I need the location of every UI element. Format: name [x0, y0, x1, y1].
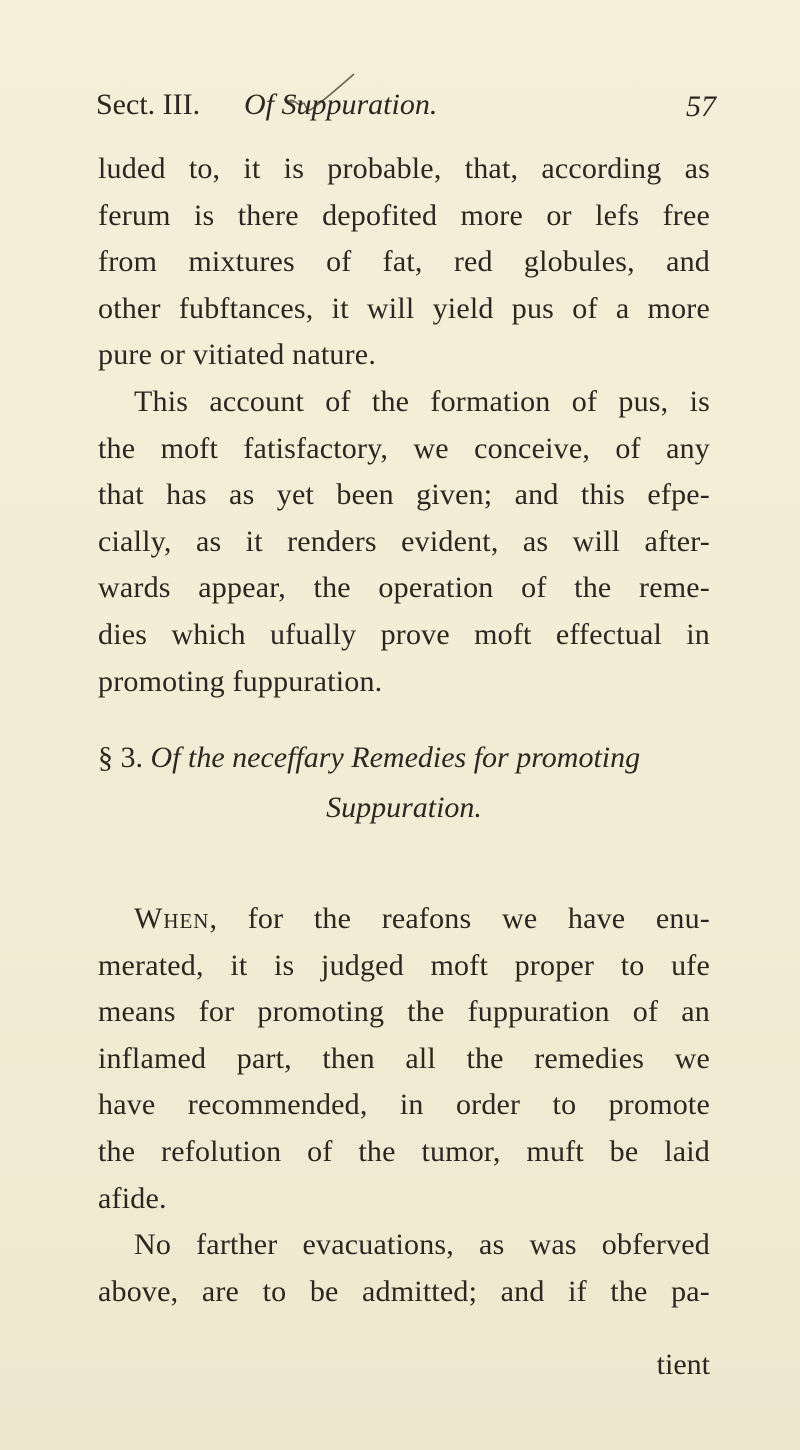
text-line: the refolution of the tumor, muft be laid	[98, 1134, 710, 1168]
text-line: No farther evacuations, as was obferved	[134, 1228, 710, 1261]
text-line: cially, as it renders evident, as will after-	[98, 524, 710, 558]
text-line: This account of the formation of pus, is	[134, 385, 710, 418]
text-line	[98, 896, 710, 943]
text-line: from mixtures of fat, red globules, and	[98, 245, 710, 279]
text-line: have recommended, in order to promote	[98, 1088, 710, 1122]
text-line: the moft fatisfactory, we conceive, of any	[98, 431, 710, 465]
catchword: tient	[656, 1348, 710, 1381]
running-title: Of Suppuration.	[244, 88, 438, 121]
section-heading	[98, 733, 710, 833]
text-line: means for promoting the fuppuration of an	[98, 995, 710, 1029]
text-line: that has as yet been given; and this efpe-	[98, 478, 710, 512]
text-line: other fubftances, it will yield pus of a more	[98, 291, 710, 325]
section-number: § 3.	[98, 741, 143, 774]
text-line: pure or vitiated nature.	[98, 338, 377, 372]
paragraph-3	[98, 896, 710, 1222]
text-line: afide.	[98, 1181, 167, 1215]
drop-word: When	[134, 902, 210, 935]
heading-line-1: Of the neceffary Remedies for promoting	[150, 741, 641, 774]
paragraph-2	[98, 379, 710, 705]
paragraph-4	[98, 1222, 710, 1315]
text-line: merated, it is judged moft proper to ufe	[98, 948, 710, 982]
heading-line-2: Suppuration.	[326, 791, 482, 824]
first-line-rest: , for the reafons we have enu-	[209, 902, 710, 935]
text-line: wards appear, the operation of the reme-	[98, 571, 710, 605]
running-header	[96, 88, 716, 138]
text-line: dies which ufually prove moft effectual in	[98, 617, 710, 651]
section-label: Sect. III.	[96, 88, 201, 121]
text-line: ferum is there depofited more or lefs free	[98, 198, 710, 232]
page-number: 57	[686, 90, 716, 123]
paragraph-1	[98, 146, 710, 379]
text-line: inflamed part, then all the remedies we	[98, 1041, 710, 1075]
text-line: promoting fuppuration.	[98, 664, 383, 698]
text-line: above, are to be admitted; and if the pa-	[98, 1274, 710, 1308]
text-line: luded to, it is probable, that, according as	[98, 152, 710, 185]
